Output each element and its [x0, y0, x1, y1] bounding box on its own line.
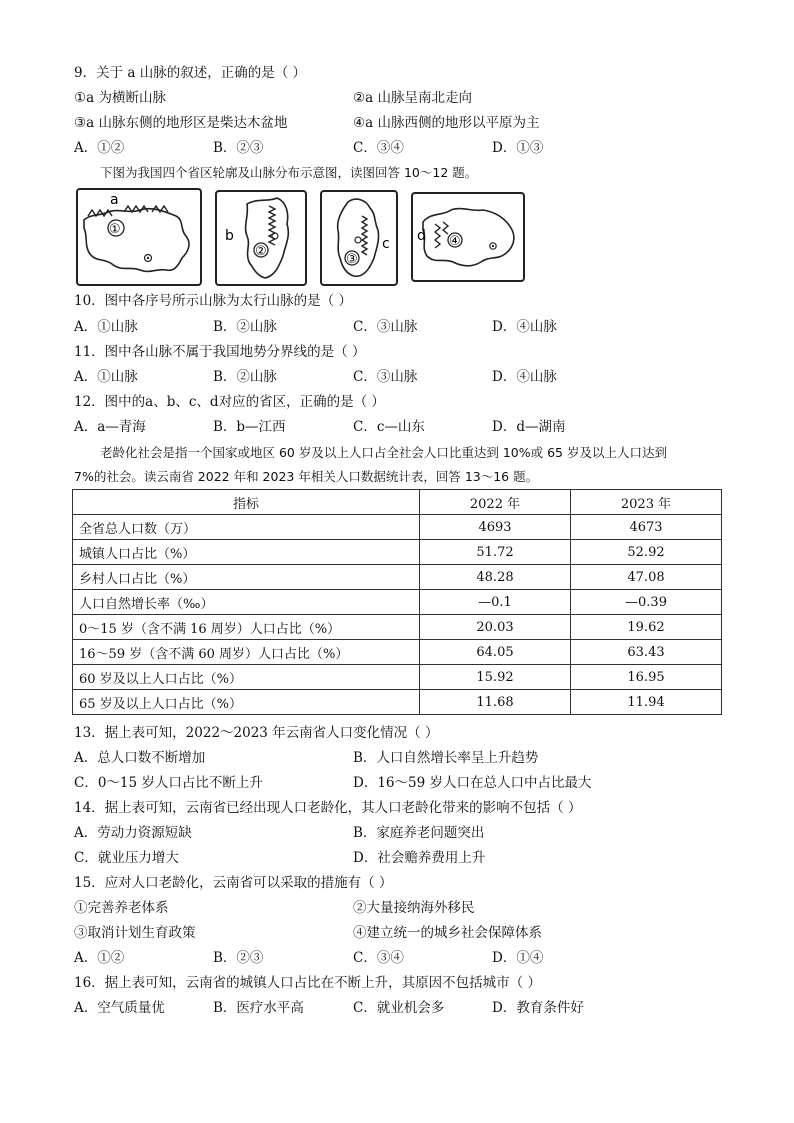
table-row	[73, 640, 722, 665]
province-map-2-drawing	[217, 192, 305, 284]
q9-statement-3: ③a 山脉东侧的地形区是柴达木盆地	[74, 115, 288, 131]
province-map-1	[76, 188, 202, 286]
q14-option-c: C．就业压力增大	[74, 850, 179, 866]
map-label-c: c	[382, 236, 390, 252]
q16-option-c: C．就业机会多	[353, 1000, 445, 1016]
q15-statement-1: ①完善养老体系	[74, 900, 169, 916]
table-cell-2022: 64.05	[420, 640, 571, 665]
q9-option-d: D．①③	[492, 140, 544, 156]
table-cell-2022: 48.28	[420, 565, 571, 590]
q16-stem: 16．据上表可知，云南省的城镇人口占比在不断上升，其原因不包括城市（ ）	[74, 975, 541, 991]
q15-statement-2: ②大量接纳海外移民	[353, 900, 475, 916]
table-intro-line-1: 老龄化社会是指一个国家或地区 60 岁及以上人口占全社会人口比重达到 10%或 65 岁及以上人口达到	[100, 445, 667, 460]
table-cell-2022: —0.1	[420, 590, 571, 615]
table-row	[73, 590, 722, 615]
q10-stem: 10．图中各序号所示山脉为太行山脉的是（ ）	[74, 293, 352, 309]
q9-stem: 9．关于 a 山脉的叙述，正确的是（ ）	[74, 65, 307, 81]
q15-option-a: A．①②	[74, 950, 125, 966]
map-label-d: d	[417, 228, 426, 244]
map-number-3: ③	[346, 252, 358, 267]
q12-option-c: C．c—山东	[353, 419, 425, 435]
map-number-2: ②	[255, 244, 267, 259]
q11-option-d: D．④山脉	[492, 369, 557, 385]
table-cell-2022: 11.68	[420, 690, 571, 715]
table-cell-2023: 19.62	[571, 615, 722, 640]
table-cell-2022: 15.92	[420, 665, 571, 690]
table-cell-2022: 4693	[420, 515, 571, 540]
province-map-2	[215, 190, 307, 286]
q12-option-d: D．d—湖南	[492, 419, 566, 435]
q9-statement-2: ②a 山脉呈南北走向	[353, 90, 472, 106]
table-cell-label: 60 岁及以上人口占比（%）	[73, 665, 420, 690]
q12-stem: 12．图中的a、b、c、d对应的省区，正确的是（ ）	[74, 394, 385, 410]
q9-statement-1: ①a 为横断山脉	[74, 90, 166, 106]
map-number-4: ④	[449, 234, 461, 249]
q11-option-b: B．②山脉	[213, 369, 277, 385]
table-header-row	[73, 490, 722, 515]
table-cell-2023: 16.95	[571, 665, 722, 690]
table-cell-label: 0～15 岁（含不满 16 周岁）人口占比（%）	[73, 615, 420, 640]
q16-option-a: A．空气质量优	[74, 1000, 165, 1016]
q10-option-b: B．②山脉	[213, 319, 277, 335]
q15-statement-3: ③取消计划生育政策	[74, 925, 196, 941]
table-cell-2023: 63.43	[571, 640, 722, 665]
province-map-3-drawing	[322, 192, 396, 284]
q13-option-d: D．16～59 岁人口在总人口中占比最大	[353, 775, 592, 791]
table-row	[73, 515, 722, 540]
table-intro-line-2: 7%的社会。读云南省 2022 年和 2023 年相关人口数据统计表，回答 13～16 题。	[74, 469, 539, 484]
table-row	[73, 665, 722, 690]
province-map-4-drawing	[413, 194, 523, 280]
q10-option-a: A．①山脉	[74, 319, 138, 335]
q15-statement-4: ④建立统一的城乡社会保障体系	[353, 925, 542, 941]
province-map-4	[411, 192, 525, 282]
q12-option-b: B．b—江西	[213, 419, 286, 435]
q16-option-d: D．教育条件好	[492, 1000, 584, 1016]
q13-stem: 13．据上表可知，2022～2023 年云南省人口变化情况（ ）	[74, 725, 439, 741]
q9-option-b: B．②③	[213, 140, 264, 156]
q14-option-a: A．劳动力资源短缺	[74, 825, 192, 841]
table-cell-2023: 11.94	[571, 690, 722, 715]
table-cell-label: 乡村人口占比（%）	[73, 565, 420, 590]
table-cell-2023: —0.39	[571, 590, 722, 615]
q13-option-a: A．总人口数不断增加	[74, 750, 206, 766]
table-cell-2022: 20.03	[420, 615, 571, 640]
table-header-2022: 2022 年	[420, 490, 571, 515]
table-row	[73, 565, 722, 590]
q13-option-c: C．0～15 岁人口占比不断上升	[74, 775, 263, 791]
q13-option-b: B．人口自然增长率呈上升趋势	[353, 750, 539, 766]
q15-option-d: D．①④	[492, 950, 544, 966]
q11-option-c: C．③山脉	[353, 369, 418, 385]
province-map-3	[320, 190, 398, 286]
table-cell-2023: 4673	[571, 515, 722, 540]
q11-stem: 11．图中各山脉不属于我国地势分界线的是（ ）	[74, 344, 366, 360]
q9-option-a: A．①②	[74, 140, 125, 156]
table-cell-label: 16～59 岁（含不满 60 周岁）人口占比（%）	[73, 640, 420, 665]
table-cell-2023: 52.92	[571, 540, 722, 565]
table-row	[73, 615, 722, 640]
map-label-b: b	[225, 228, 234, 244]
q15-option-c: C．③④	[353, 950, 404, 966]
table-cell-label: 65 岁及以上人口占比（%）	[73, 690, 420, 715]
table-cell-label: 全省总人口数（万）	[73, 515, 420, 540]
q12-option-a: A．a—青海	[74, 419, 146, 435]
q9-option-c: C．③④	[353, 140, 404, 156]
map-number-1: ①	[109, 222, 121, 237]
q16-option-b: B．医疗水平高	[213, 1000, 304, 1016]
province-map-1-drawing	[78, 190, 200, 284]
table-header-2023: 2023 年	[571, 490, 722, 515]
table-cell-2023: 47.08	[571, 565, 722, 590]
maps-intro: 下图为我国四个省区轮廓及山脉分布示意图，读图回答 10～12 题。	[100, 165, 478, 180]
population-table	[72, 489, 722, 715]
q11-option-a: A．①山脉	[74, 369, 138, 385]
map-label-a: a	[110, 192, 119, 208]
table-header-indicator: 指标	[73, 490, 420, 515]
table-row	[73, 540, 722, 565]
table-cell-label: 人口自然增长率（‰）	[73, 590, 420, 615]
q15-stem: 15．应对人口老龄化，云南省可以采取的措施有（ ）	[74, 875, 393, 891]
q14-option-d: D．社会赡养费用上升	[353, 850, 486, 866]
table-cell-label: 城镇人口占比（%）	[73, 540, 420, 565]
q10-option-d: D．④山脉	[492, 319, 557, 335]
table-row	[73, 690, 722, 715]
q14-stem: 14．据上表可知，云南省已经出现人口老龄化，其人口老龄化带来的影响不包括（ ）	[74, 800, 582, 816]
q14-option-b: B．家庭养老问题突出	[353, 825, 485, 841]
table-cell-2022: 51.72	[420, 540, 571, 565]
q9-statement-4: ④a 山脉西侧的地形以平原为主	[353, 115, 540, 131]
q15-option-b: B．②③	[213, 950, 264, 966]
q10-option-c: C．③山脉	[353, 319, 418, 335]
